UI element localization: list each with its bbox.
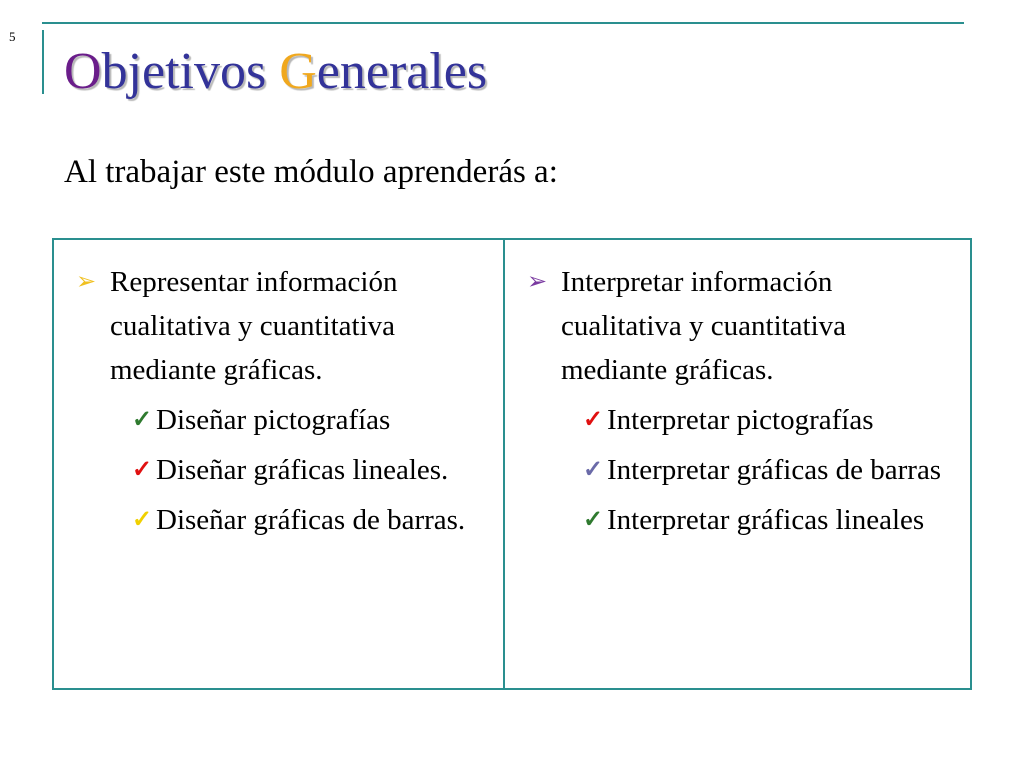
left-item	[132, 448, 503, 492]
left-item-text: Diseñar pictografías	[156, 404, 391, 436]
objectives-table	[52, 238, 972, 690]
left-item-text: Diseñar gráficas lineales.	[156, 454, 449, 486]
right-item	[583, 398, 970, 442]
left-item-text: Diseñar gráficas de barras.	[156, 504, 466, 536]
left-column	[54, 240, 505, 688]
arrow-right-icon: ➢	[527, 269, 548, 295]
title-first-letter: O	[64, 43, 102, 100]
check-icon: ✓	[583, 507, 604, 533]
check-icon: ✓	[583, 457, 604, 483]
right-item	[583, 448, 970, 492]
check-icon: ✓	[132, 457, 153, 483]
page-title	[64, 40, 487, 104]
check-icon: ✓	[583, 407, 604, 433]
title-second-letter: G	[279, 43, 317, 100]
left-item	[132, 498, 503, 542]
right-item	[583, 498, 970, 542]
check-icon: ✓	[132, 507, 153, 533]
frame-top-line	[42, 22, 964, 24]
right-bullet-text: Interpretar información cualitativa y cuantitativa mediante gráficas.	[561, 266, 847, 386]
right-column	[505, 240, 970, 688]
right-item-text: Interpretar gráficas lineales	[607, 504, 925, 536]
right-bullet	[527, 260, 970, 392]
check-icon: ✓	[132, 407, 153, 433]
slide-number: 5	[9, 29, 16, 44]
left-item	[132, 398, 503, 442]
right-item-text: Interpretar pictografías	[607, 404, 874, 436]
left-bullet-text: Representar información cualitativa y cuantitativa mediante gráficas.	[110, 266, 398, 386]
right-item-text: Interpretar gráficas de barras	[607, 454, 942, 486]
arrow-right-icon: ➢	[76, 269, 97, 295]
title-part1: bjetivos	[101, 43, 280, 100]
left-bullet	[76, 260, 503, 392]
subtitle: Al trabajar este módulo aprenderás a:	[64, 154, 558, 190]
title-part2: enerales	[316, 43, 488, 100]
frame-left-line	[42, 30, 44, 94]
